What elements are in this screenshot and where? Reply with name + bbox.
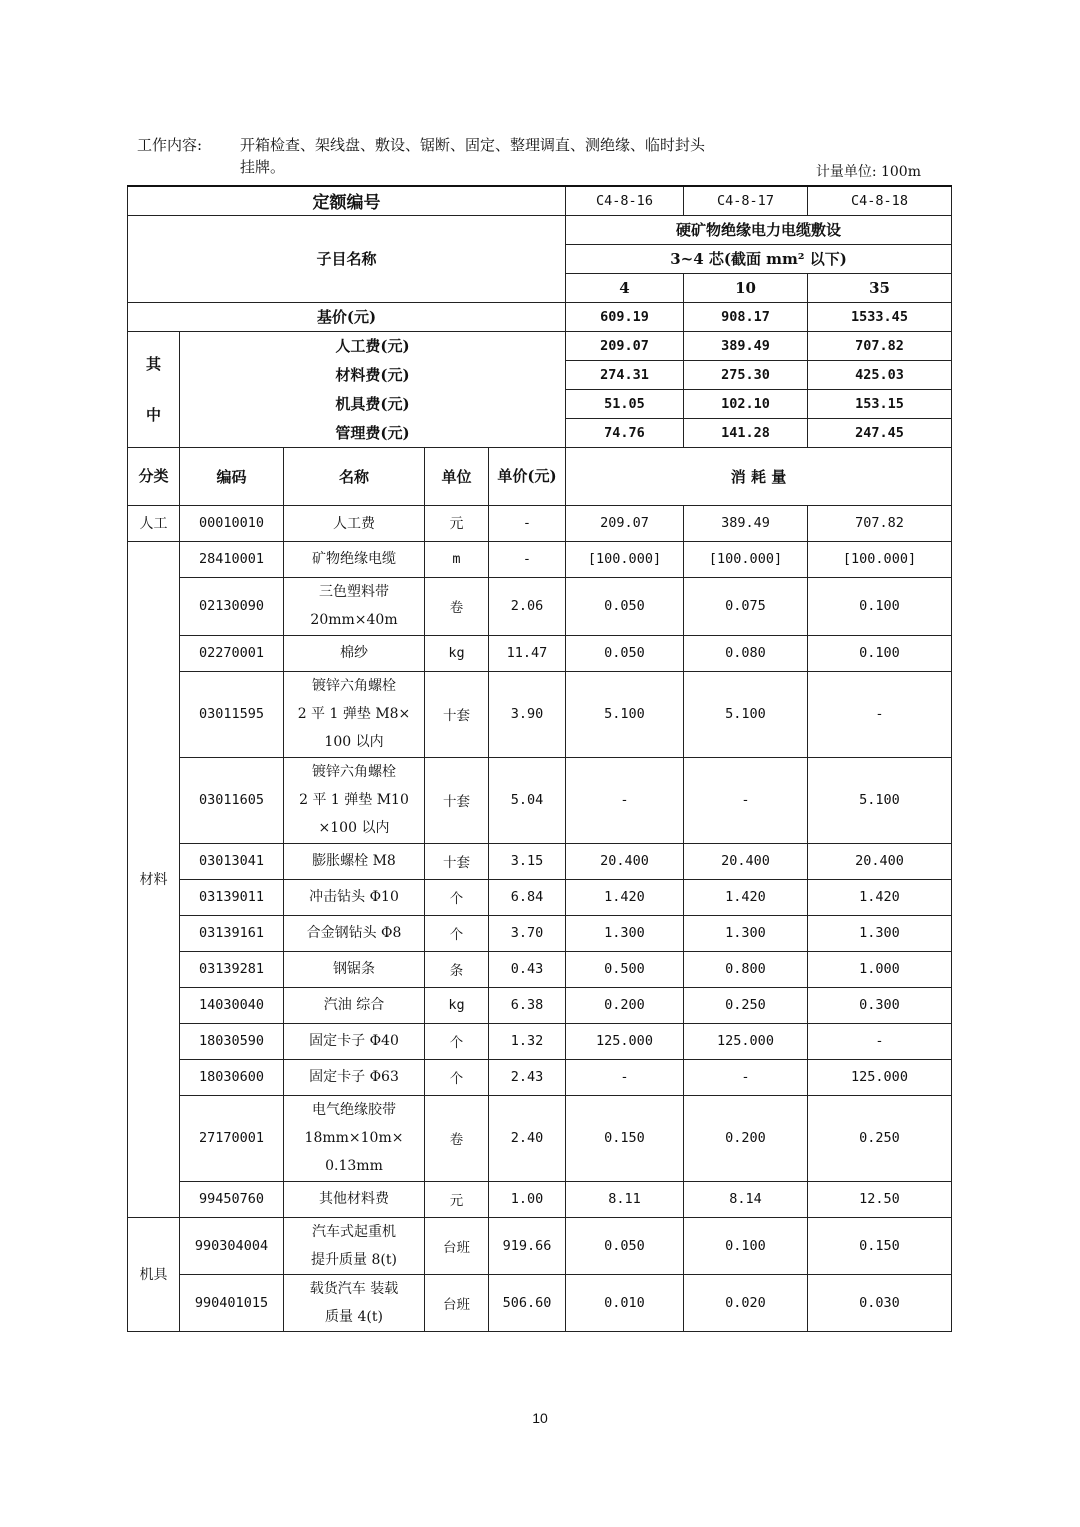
- work-content: [137, 131, 705, 159]
- material-val-2: 5.100: [684, 671, 808, 757]
- material-unit: 十套: [425, 843, 489, 879]
- breakdown-label-1: 人工费(元): [180, 331, 566, 360]
- machine-name: [284, 1217, 425, 1274]
- material-val-3: -: [808, 671, 952, 757]
- quota-code-1: C4-8-16: [566, 186, 684, 215]
- col-unit-header: 单位: [425, 447, 489, 505]
- material-name: [284, 879, 425, 915]
- machine-val-1: 0.010: [566, 1274, 684, 1331]
- labor-val-2: 389.49: [684, 505, 808, 541]
- material-val-3: 5.100: [808, 757, 952, 843]
- material-price: 1.00: [489, 1181, 566, 1217]
- material-name: [284, 757, 425, 843]
- material-name-line: 三色塑料带: [319, 584, 389, 600]
- quota-code-3: C4-8-18: [808, 186, 952, 215]
- breakdown-3-val-2: 102.10: [684, 389, 808, 418]
- material-unit: m: [425, 541, 489, 577]
- material-val-1: 1.420: [566, 879, 684, 915]
- material-row: [128, 1095, 952, 1181]
- row-breakdown-material: [128, 360, 952, 389]
- material-name-line: 镀锌六角螺栓: [312, 678, 396, 694]
- materials-section: [128, 541, 952, 1217]
- machine-row: [128, 1274, 952, 1331]
- machine-val-3: 0.030: [808, 1274, 952, 1331]
- row-breakdown-labor: [128, 331, 952, 360]
- material-row: [128, 541, 952, 577]
- item-name-label: 子目名称: [128, 215, 566, 302]
- base-price-label: 基价(元): [128, 302, 566, 331]
- material-unit: 条: [425, 951, 489, 987]
- material-val-2: 1.300: [684, 915, 808, 951]
- base-price-2: 908.17: [684, 302, 808, 331]
- material-name: [284, 1023, 425, 1059]
- machine-val-1: 0.050: [566, 1217, 684, 1274]
- material-price: 5.04: [489, 757, 566, 843]
- breakdown-4-val-3: 247.45: [808, 418, 952, 447]
- labor-price: -: [489, 505, 566, 541]
- material-name-line: 2 平 1 弹垫 M8×: [297, 706, 411, 722]
- measure-unit: 计量单位: 100m: [815, 164, 921, 180]
- machine-val-3: 0.150: [808, 1217, 952, 1274]
- material-val-1: 0.500: [566, 951, 684, 987]
- quota-code-2: C4-8-17: [684, 186, 808, 215]
- material-unit: 卷: [425, 1095, 489, 1181]
- material-name-line: 2 平 1 弹垫 M10: [299, 792, 409, 808]
- material-price: 6.84: [489, 879, 566, 915]
- breakdown-2-val-3: 425.03: [808, 360, 952, 389]
- breakdown-3-val-3: 153.15: [808, 389, 952, 418]
- material-price: 3.70: [489, 915, 566, 951]
- row-quota-code: [128, 186, 952, 215]
- machine-name-line: 提升质量 8(t): [311, 1251, 397, 1268]
- material-price: 6.38: [489, 987, 566, 1023]
- material-val-2: 8.14: [684, 1181, 808, 1217]
- machine-unit: 台班: [425, 1217, 489, 1274]
- material-val-3: 0.250: [808, 1095, 952, 1181]
- material-val-2: -: [684, 1059, 808, 1095]
- base-price-3: 1533.45: [808, 302, 952, 331]
- material-val-1: 0.200: [566, 987, 684, 1023]
- material-val-2: 0.200: [684, 1095, 808, 1181]
- material-name-line: 0.13mm: [325, 1158, 383, 1174]
- material-price: 3.90: [489, 671, 566, 757]
- material-unit: 十套: [425, 671, 489, 757]
- work-content-line1: 开箱检查、架线盘、敷设、锯断、固定、整理调直、测绝缘、临时封头: [240, 136, 706, 154]
- labor-code: 00010010: [180, 505, 284, 541]
- work-content-line2: 挂牌。: [240, 158, 286, 176]
- breakdown-label-3: 机具费(元): [180, 389, 566, 418]
- material-val-1: 0.150: [566, 1095, 684, 1181]
- labor-category: 人工: [128, 505, 180, 541]
- material-price: 1.32: [489, 1023, 566, 1059]
- material-name: [284, 671, 425, 757]
- material-row: [128, 843, 952, 879]
- material-val-1: 0.050: [566, 635, 684, 671]
- material-price: 3.15: [489, 843, 566, 879]
- labor-val-3: 707.82: [808, 505, 952, 541]
- material-row: [128, 577, 952, 635]
- material-row: [128, 757, 952, 843]
- material-category: 材料: [128, 541, 180, 1217]
- material-row: [128, 879, 952, 915]
- material-val-1: [100.000]: [566, 541, 684, 577]
- material-code: 28410001: [180, 541, 284, 577]
- material-code: 03011605: [180, 757, 284, 843]
- material-val-2: 0.250: [684, 987, 808, 1023]
- material-code: 03139011: [180, 879, 284, 915]
- material-row: [128, 987, 952, 1023]
- material-val-1: 125.000: [566, 1023, 684, 1059]
- breakdown-1-val-1: 209.07: [566, 331, 684, 360]
- page-number: 10: [532, 1410, 548, 1426]
- material-code: 18030590: [180, 1023, 284, 1059]
- quota-table: [127, 185, 952, 1332]
- material-code: 03139161: [180, 915, 284, 951]
- breakdown-label-2: 材料费(元): [180, 360, 566, 389]
- among-label: [128, 331, 180, 447]
- labor-name: 人工费: [284, 505, 425, 541]
- material-name-line: 矿物绝缘电缆: [312, 551, 396, 567]
- material-val-1: 20.400: [566, 843, 684, 879]
- material-code: 99450760: [180, 1181, 284, 1217]
- material-val-2: -: [684, 757, 808, 843]
- material-code: 27170001: [180, 1095, 284, 1181]
- material-code: 18030600: [180, 1059, 284, 1095]
- material-name-line: 冲击钻头 Φ10: [309, 889, 399, 905]
- material-unit: 个: [425, 1059, 489, 1095]
- col-consumption-header: 消 耗 量: [566, 447, 952, 505]
- size-1: 4: [566, 273, 684, 302]
- material-name-line: 合金钢钻头 Φ8: [306, 925, 402, 941]
- material-val-2: 0.080: [684, 635, 808, 671]
- machine-price: 919.66: [489, 1217, 566, 1274]
- material-name: [284, 635, 425, 671]
- col-code-header: 编码: [180, 447, 284, 505]
- col-name-header: 名称: [284, 447, 425, 505]
- material-val-2: 20.400: [684, 843, 808, 879]
- material-val-1: 8.11: [566, 1181, 684, 1217]
- material-unit: 元: [425, 1181, 489, 1217]
- material-name: [284, 1181, 425, 1217]
- material-price: -: [489, 541, 566, 577]
- material-price: 2.06: [489, 577, 566, 635]
- breakdown-2-val-2: 275.30: [684, 360, 808, 389]
- material-val-1: -: [566, 1059, 684, 1095]
- breakdown-4-val-1: 74.76: [566, 418, 684, 447]
- material-code: 03013041: [180, 843, 284, 879]
- machines-section: [128, 1217, 952, 1331]
- material-row: [128, 1059, 952, 1095]
- machine-val-2: 0.020: [684, 1274, 808, 1331]
- machine-row: [128, 1217, 952, 1274]
- machine-name-line: 质量 4(t): [325, 1308, 383, 1325]
- machine-name-line: 载货汽车 装载: [309, 1280, 399, 1297]
- material-val-3: 0.300: [808, 987, 952, 1023]
- material-val-2: 1.420: [684, 879, 808, 915]
- machine-category: 机具: [128, 1217, 180, 1331]
- material-val-3: -: [808, 1023, 952, 1059]
- labor-val-1: 209.07: [566, 505, 684, 541]
- material-val-2: [100.000]: [684, 541, 808, 577]
- quota-code-label: 定额编号: [128, 186, 566, 215]
- material-name-line: 100 以内: [324, 734, 384, 750]
- col-price-header: 单价(元): [489, 447, 566, 505]
- material-unit: 个: [425, 915, 489, 951]
- machine-name-line: 汽车式起重机: [312, 1223, 396, 1240]
- material-price: 0.43: [489, 951, 566, 987]
- material-code: 02270001: [180, 635, 284, 671]
- material-val-1: -: [566, 757, 684, 843]
- machine-unit: 台班: [425, 1274, 489, 1331]
- material-name: [284, 843, 425, 879]
- breakdown-3-val-1: 51.05: [566, 389, 684, 418]
- row-labor: [128, 505, 952, 541]
- material-price: 11.47: [489, 635, 566, 671]
- material-val-1: 5.100: [566, 671, 684, 757]
- item-subtitle: 3~4 芯(截面 mm² 以下): [566, 244, 952, 273]
- material-name-line: 棉纱: [340, 645, 368, 661]
- material-row: [128, 915, 952, 951]
- breakdown-1-val-3: 707.82: [808, 331, 952, 360]
- material-name-line: 18mm×10m×: [304, 1130, 404, 1146]
- size-3: 35: [808, 273, 952, 302]
- material-val-3: 1.000: [808, 951, 952, 987]
- material-unit: 卷: [425, 577, 489, 635]
- work-content-label: 工作内容:: [137, 136, 203, 154]
- machine-price: 506.60: [489, 1274, 566, 1331]
- machine-val-2: 0.100: [684, 1217, 808, 1274]
- material-row: [128, 635, 952, 671]
- material-name-line: 电气绝缘胶带: [312, 1102, 396, 1118]
- material-name: [284, 577, 425, 635]
- material-name: [284, 541, 425, 577]
- labor-unit: 元: [425, 505, 489, 541]
- material-val-3: [100.000]: [808, 541, 952, 577]
- breakdown-1-val-2: 389.49: [684, 331, 808, 360]
- base-price-1: 609.19: [566, 302, 684, 331]
- item-title: 硬矿物绝缘电力电缆敷设: [566, 215, 952, 244]
- material-code: 02130090: [180, 577, 284, 635]
- material-val-2: 125.000: [684, 1023, 808, 1059]
- material-code: 03139281: [180, 951, 284, 987]
- breakdown-2-val-1: 274.31: [566, 360, 684, 389]
- material-row: [128, 1181, 952, 1217]
- material-row: [128, 1023, 952, 1059]
- material-val-3: 12.50: [808, 1181, 952, 1217]
- material-name-line: 其他材料费: [319, 1191, 389, 1207]
- row-breakdown-machine: [128, 389, 952, 418]
- material-unit: 个: [425, 1023, 489, 1059]
- material-name-line: 20mm×40m: [310, 612, 398, 628]
- material-val-1: 0.050: [566, 577, 684, 635]
- material-unit: kg: [425, 635, 489, 671]
- material-code: 14030040: [180, 987, 284, 1023]
- material-row: [128, 671, 952, 757]
- row-column-headers: [128, 447, 952, 505]
- material-val-3: 0.100: [808, 577, 952, 635]
- row-breakdown-management: [128, 418, 952, 447]
- material-unit: 个: [425, 879, 489, 915]
- machine-code: 990401015: [180, 1274, 284, 1331]
- material-val-1: 1.300: [566, 915, 684, 951]
- material-name-line: 镀锌六角螺栓: [312, 764, 396, 780]
- material-val-3: 0.100: [808, 635, 952, 671]
- material-name-line: 膨胀螺栓 M8: [312, 853, 396, 869]
- material-code: 03011595: [180, 671, 284, 757]
- machine-name: [284, 1274, 425, 1331]
- size-2: 10: [684, 273, 808, 302]
- material-price: 2.43: [489, 1059, 566, 1095]
- material-unit: kg: [425, 987, 489, 1023]
- material-name: [284, 951, 425, 987]
- row-base-price: [128, 302, 952, 331]
- material-name-line: 汽油 综合: [323, 997, 385, 1013]
- col-category-header: 分类: [128, 447, 180, 505]
- material-name: [284, 915, 425, 951]
- material-val-3: 1.300: [808, 915, 952, 951]
- material-val-3: 125.000: [808, 1059, 952, 1095]
- among-label-top: 其: [145, 355, 161, 373]
- material-name-line: ×100 以内: [318, 820, 390, 836]
- material-row: [128, 951, 952, 987]
- material-val-3: 1.420: [808, 879, 952, 915]
- breakdown-label-4: 管理费(元): [180, 418, 566, 447]
- material-name-line: 固定卡子 Φ63: [309, 1069, 399, 1085]
- material-price: 2.40: [489, 1095, 566, 1181]
- machine-code: 990304004: [180, 1217, 284, 1274]
- row-item-title: [128, 215, 952, 244]
- material-name: [284, 1095, 425, 1181]
- material-val-3: 20.400: [808, 843, 952, 879]
- material-name: [284, 987, 425, 1023]
- material-val-2: 0.800: [684, 951, 808, 987]
- material-name: [284, 1059, 425, 1095]
- among-label-bottom: 中: [145, 406, 161, 424]
- material-unit: 十套: [425, 757, 489, 843]
- breakdown-4-val-2: 141.28: [684, 418, 808, 447]
- material-name-line: 钢锯条: [333, 961, 375, 977]
- material-name-line: 固定卡子 Φ40: [309, 1033, 399, 1049]
- material-val-2: 0.075: [684, 577, 808, 635]
